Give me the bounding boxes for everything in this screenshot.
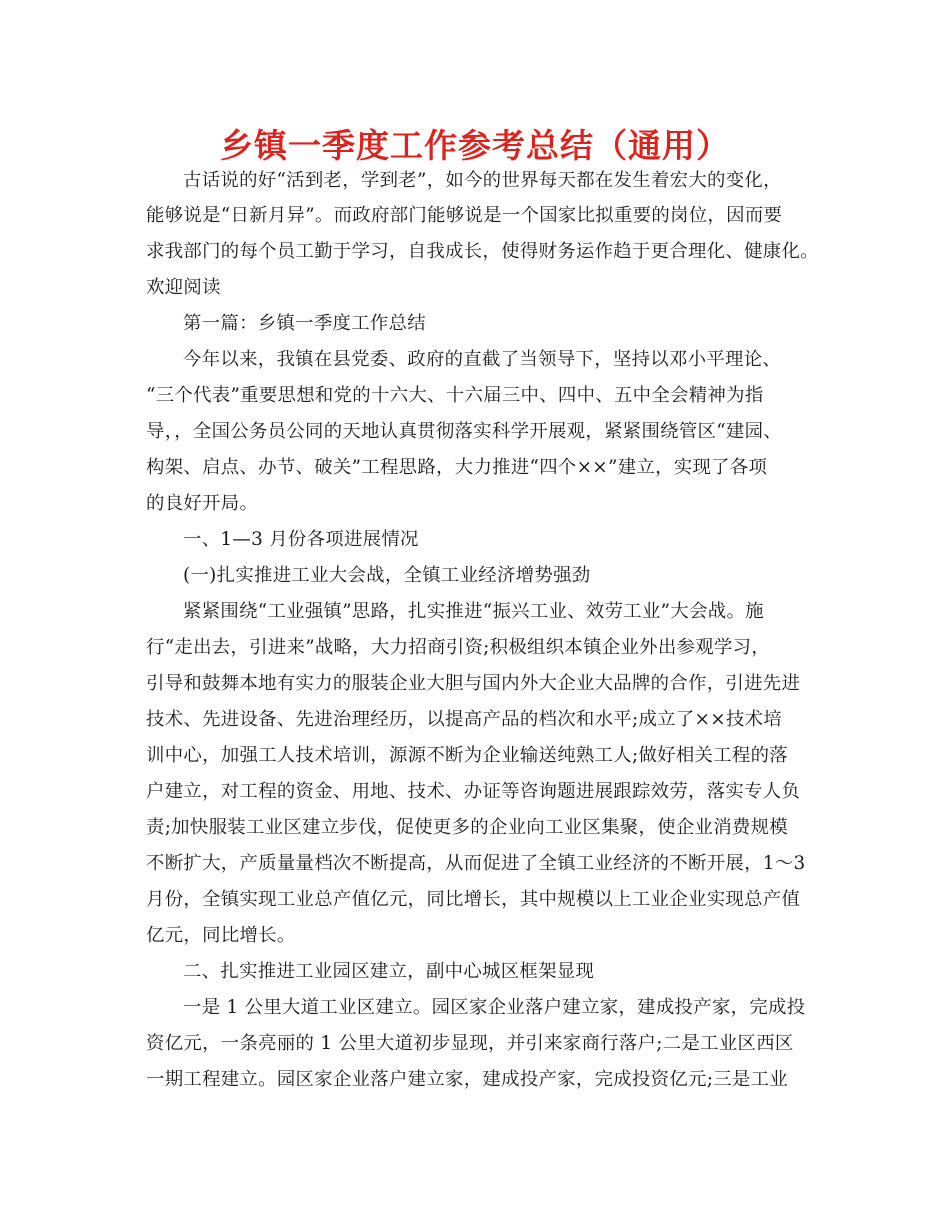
section-heading: 第一篇：乡镇一季度工作总结 <box>183 313 426 334</box>
paragraph-line: 责;加快服装工业区建立步伐，促使更多的企业向工业区集聚，使企业消费规模 <box>146 817 788 838</box>
paragraph-line: 一是 1 公里大道工业区建立。园区家企业落户建立家，建成投产家，完成投 <box>183 997 806 1018</box>
paragraph-line: 今年以来，我镇在县党委、政府的直截了当领导下，坚持以邓小平理论、 <box>183 349 782 370</box>
paragraph-line: 的良好开局。 <box>146 493 259 514</box>
section-heading: 二、扎实推进工业园区建立，副中心城区框架显现 <box>183 961 595 982</box>
paragraph-line: 行“走出去，引进来”战略，大力招商引资;积极组织本镇企业外出参观学习， <box>146 637 771 658</box>
section-heading: 一、1—3 月份各项进展情况 <box>183 529 419 550</box>
paragraph-line: 一期工程建立。园区家企业落户建立家，建成投产家，完成投资亿元;三是工业 <box>146 1069 788 1090</box>
document-title: 乡镇一季度工作参考总结（通用） <box>220 126 730 165</box>
paragraph-line: 能够说是“日新月异”。而政府部门能够说是一个国家比拟重要的岗位，因而要 <box>146 205 783 226</box>
paragraph-line: 欢迎阅读 <box>146 277 221 298</box>
paragraph-line: 户建立，对工程的资金、用地、技术、办证等咨询题进展跟踪效劳，落实专人负 <box>146 781 801 802</box>
paragraph-line: 训中心，加强工人技术培训，源源不断为企业输送纯熟工人;做好相关工程的落 <box>146 745 788 766</box>
paragraph-line: 引导和鼓舞本地有实力的服装企业大胆与国内外大企业大品牌的合作，引进先进 <box>146 673 801 694</box>
paragraph-line: 导，，全国公务员公同的天地认真贯彻落实科学开展观，紧紧围绕管区“建园、 <box>146 421 782 442</box>
paragraph-line: 紧紧围绕“工业强镇”思路，扎实推进“振兴工业、效劳工业”大会战。施 <box>183 601 764 622</box>
paragraph-line: 古话说的好“活到老，学到老”，如今的世界每天都在发生着宏大的变化， <box>183 170 782 191</box>
subsection-heading: (一)扎实推进工业大会战，全镇工业经济增势强劲 <box>183 565 591 586</box>
paragraph-line: 不断扩大，产质量量档次不断提高，从而促进了全镇工业经济的不断开展，1～3 <box>146 853 806 874</box>
paragraph-line: 月份，全镇实现工业总产值亿元，同比增长，其中规模以上工业企业实现总产值 <box>146 889 801 910</box>
paragraph-line: 亿元，同比增长。 <box>146 925 296 946</box>
paragraph-line: 资亿元，一条亮丽的 1 公里大道初步显现，并引来家商行落户;二是工业区西区 <box>146 1033 794 1054</box>
paragraph-line: 构架、启点、办节、破关”工程思路，大力推进“四个××”建立，实现了各项 <box>146 457 768 478</box>
paragraph-line: 技术、先进设备、先进治理经历，以提高产品的档次和水平;成立了××技术培 <box>146 709 783 730</box>
paragraph-line: 求我部门的每个员工勤于学习，自我成长，使得财务运作趋于更合理化、健康化。 <box>146 241 819 262</box>
paragraph-line: “三个代表”重要思想和党的十六大、十六届三中、四中、五中全会精神为指 <box>146 385 764 406</box>
